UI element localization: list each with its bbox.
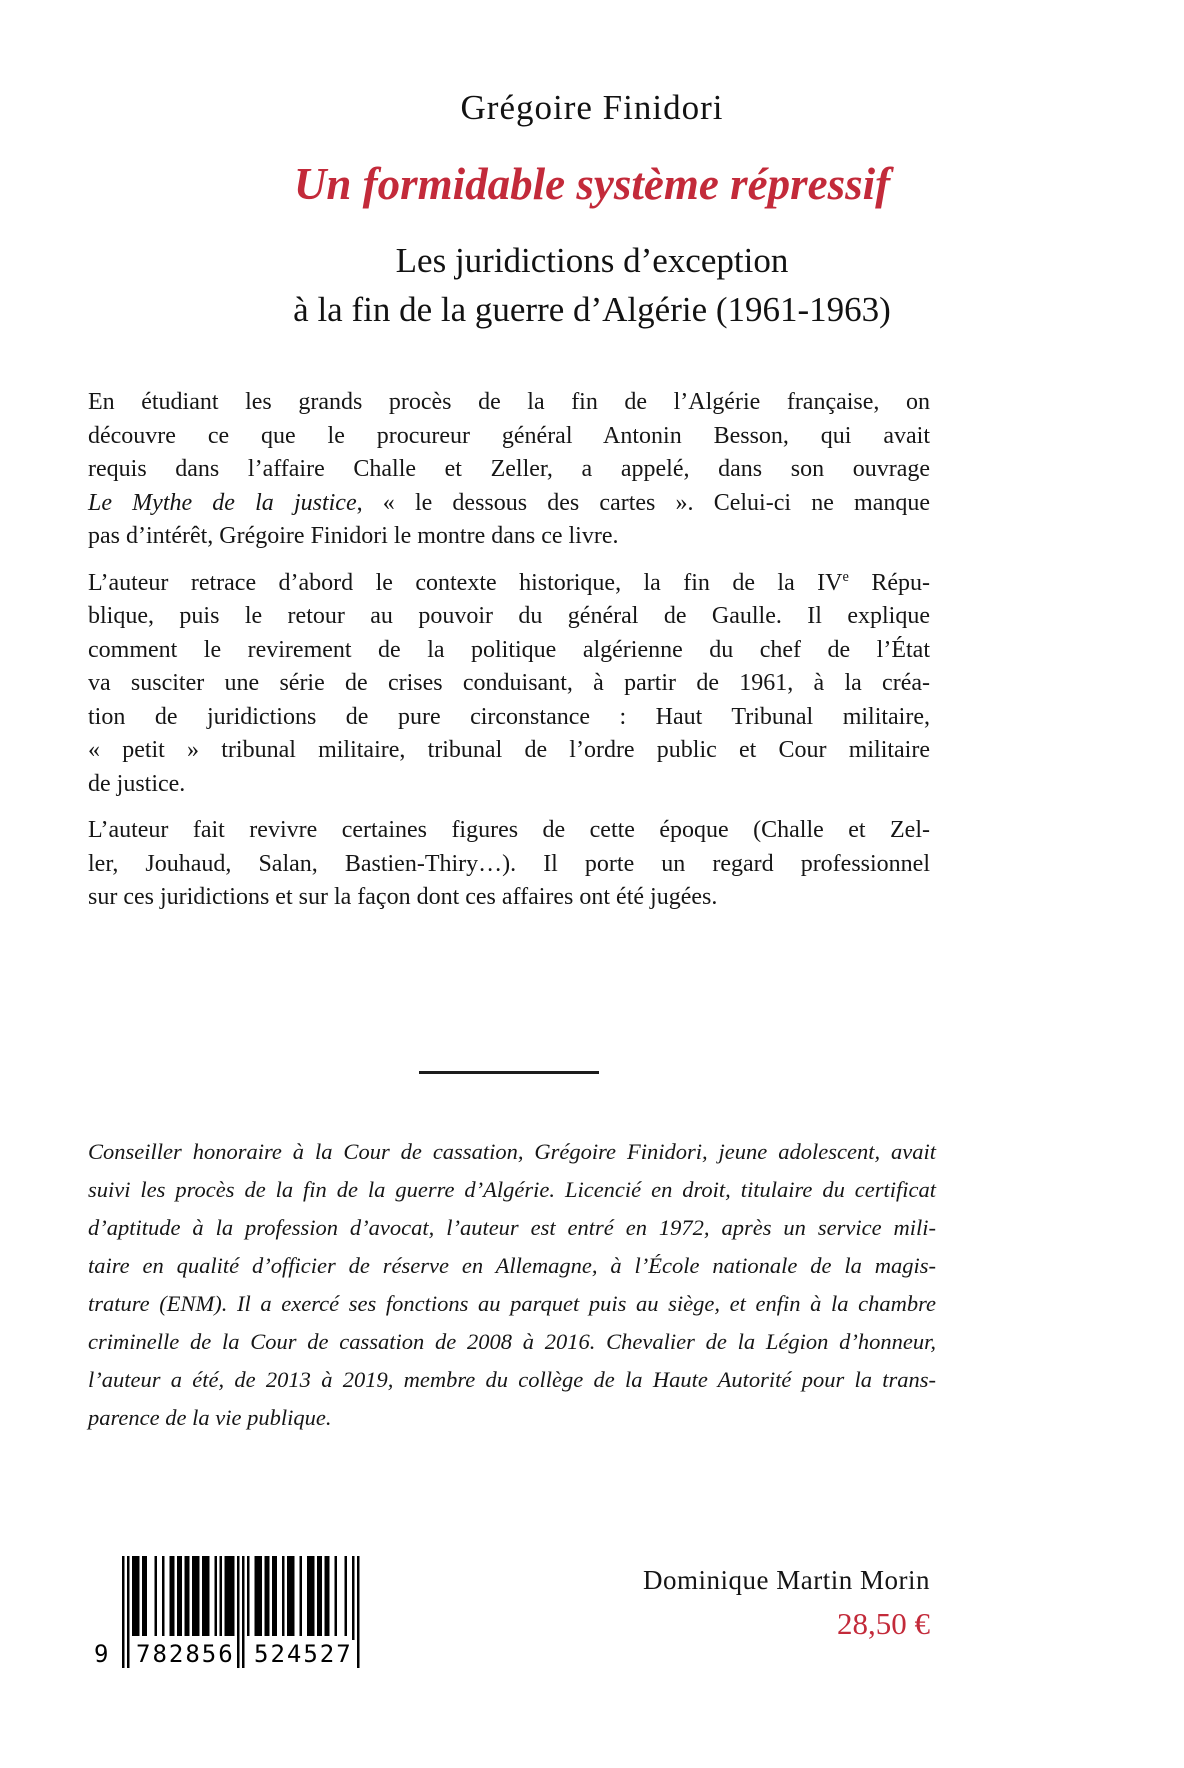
barcode-digit-lead: 9 [94,1640,109,1668]
text-line: tion de juridictions de pure circonstance : Haut Tribunal militaire, [88,703,930,730]
text-line: d’aptitude à la profession d’avocat, l’auteur est entré en 1972, après un service mili- [88,1215,936,1240]
text-line: criminelle de la Cour de cassation de 2008 à 2016. Chevalier de la Légion d’honneur, [88,1329,936,1354]
text-line: Conseiller honoraire à la Cour de cassation, Grégoire Finidori, jeune adolescent, avait [88,1139,936,1164]
paragraph [88,814,930,915]
text-line: parence de la vie publique. [88,1405,332,1430]
text-line: trature (ENM). Il a exercé ses fonctions au parquet puis au siège, et enfin à la chambre [88,1291,936,1316]
book-title: Un formidable système répressif [293,159,891,209]
barcode-number [92,1638,392,1672]
text-line: de justice. [88,770,186,797]
text-line: L’auteur fait revivre certaines figures de cette époque (Challe et Zel- [88,817,930,843]
text-line: Le Mythe de la justice, « le dessous des cartes ». Celui-ci ne manque [88,489,930,516]
price-label: 28,50 € [837,1606,930,1641]
section-divider [419,1071,599,1074]
text-line: requis dans l’affaire Challe et Zeller, a appelé, dans son ouvrage [88,456,930,482]
publisher-name: Dominique Martin Morin [643,1565,930,1595]
text-line: l’auteur a été, de 2013 à 2019, membre du collège de la Haute Autorité pour la trans- [88,1367,936,1392]
book-subtitle [0,236,1184,334]
barcode-digits-left: 782856 [136,1640,235,1668]
text-line: En étudiant les grands procès de la fin de l’Algérie française, on [88,389,930,415]
subtitle-line-1: Les juridictions d’exception [395,241,789,280]
author-name: Grégoire Finidori [460,88,724,127]
text-line: ler, Jouhaud, Salan, Bastien-Thiry…). Il porte un regard professionnel [88,850,930,877]
text-line: L’auteur retrace d’abord le contexte historique, la fin de la IVe Répu- [88,568,930,596]
paragraph [88,567,930,802]
author-bio [88,1133,936,1437]
text-line: taire en qualité d’officier de réserve en Allemagne, à l’École nationale de la magis- [88,1253,936,1278]
text-line: suivi les procès de la fin de la guerre d’Algérie. Licencié en droit, titulaire du certificat [88,1177,936,1202]
subtitle-line-2: à la fin de la guerre d’Algérie (1961-1963) [293,290,891,329]
barcode [92,1556,392,1706]
text-line: « petit » tribunal militaire, tribunal de l’ordre public et Cour militaire [88,737,930,763]
paragraph [88,386,930,554]
text-line: découvre ce que le procureur général Antonin Besson, qui avait [88,422,930,449]
text-line: va susciter une série de crises conduisant, à partir de 1961, à la créa- [88,670,930,696]
text-line: blique, puis le retour au pouvoir du général de Gaulle. Il explique [88,603,930,629]
publisher-block [643,1565,930,1642]
barcode-digits-right: 524527 [254,1640,353,1668]
text-line: sur ces juridictions et sur la façon dont ces affaires ont été jugées. [88,884,718,910]
text-line: pas d’intérêt, Grégoire Finidori le montre dans ce livre. [88,523,619,549]
text-line: comment le revirement de la politique algérienne du chef de l’État [88,636,930,663]
body-text [88,386,930,928]
